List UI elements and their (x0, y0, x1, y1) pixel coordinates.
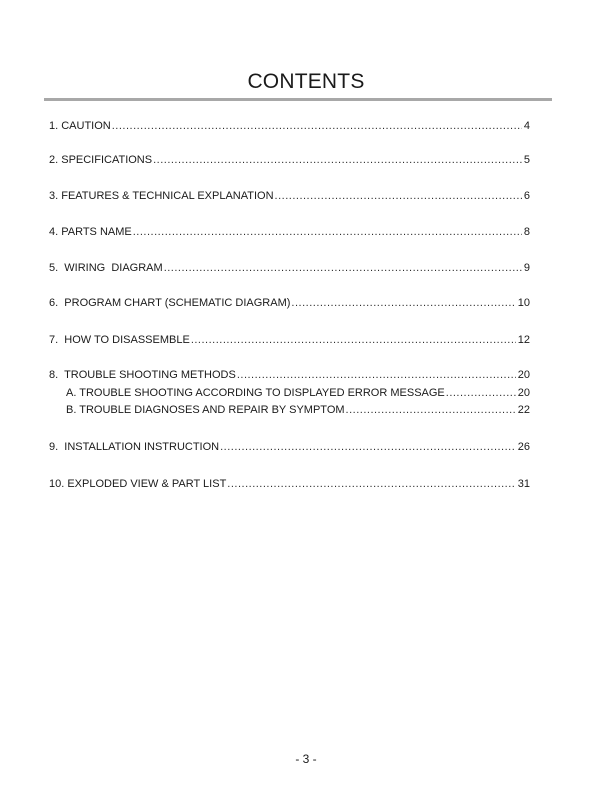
toc-entry-page: 5 (523, 154, 530, 166)
dot-leader (346, 403, 516, 417)
toc-entry-label: 3. FEATURES & TECHNICAL EXPLANATION (49, 190, 274, 202)
toc-entry-label: 1. CAUTION (49, 120, 111, 132)
toc-entry-label: 5. WIRING DIAGRAM (49, 262, 163, 274)
toc-entry-label: 9. INSTALLATION INSTRUCTION (49, 441, 220, 453)
toc-entry-page: 31 (517, 478, 530, 490)
toc-entry-wiring-diagram[interactable] (49, 261, 530, 275)
toc-entry-parts-name[interactable] (49, 225, 530, 239)
toc-entry-installation[interactable] (49, 440, 530, 454)
page-title: CONTENTS (247, 70, 365, 93)
dot-leader (164, 261, 522, 275)
dot-leader (220, 440, 516, 454)
toc-entry-label: 10. EXPLODED VIEW & PART LIST (49, 478, 227, 490)
dot-leader (237, 368, 516, 382)
toc-entry-label: A. TROUBLE SHOOTING ACCORDING TO DISPLAYED ERROR MESSAGE (66, 387, 445, 399)
toc-entry-caution[interactable] (49, 119, 530, 133)
toc-entry-page: 20 (517, 387, 530, 399)
toc-subentry-repair-by-symptom[interactable] (66, 403, 530, 417)
toc-entry-specifications[interactable] (49, 153, 530, 167)
dot-leader (191, 333, 516, 347)
toc-entry-page: 12 (517, 334, 530, 346)
title-divider (44, 98, 552, 101)
toc-entry-label: 2. SPECIFICATIONS (49, 154, 153, 166)
dot-leader (446, 386, 516, 400)
dot-leader (227, 477, 515, 491)
toc-entry-page: 22 (517, 404, 530, 416)
toc-entry-exploded-view[interactable] (49, 477, 530, 491)
dot-leader (133, 225, 522, 239)
toc-entry-label: 6. PROGRAM CHART (SCHEMATIC DIAGRAM) (49, 297, 291, 309)
toc-entry-page: 8 (523, 226, 530, 238)
toc-entry-page: 4 (523, 120, 530, 132)
toc-entry-program-chart[interactable] (49, 296, 530, 310)
toc-entry-page: 9 (523, 262, 530, 274)
toc-entry-page: 6 (523, 190, 530, 202)
toc-entry-label: 4. PARTS NAME (49, 226, 132, 238)
toc-entry-how-to-disassemble[interactable] (49, 333, 530, 347)
toc-entry-page: 10 (517, 297, 530, 309)
toc-entry-page: 20 (517, 369, 530, 381)
toc-entry-label: 8. TROUBLE SHOOTING METHODS (49, 369, 236, 381)
dot-leader (275, 189, 522, 203)
toc-subentry-error-message[interactable] (66, 386, 530, 400)
page-number: - 3 - (295, 752, 317, 766)
toc-entry-label: 7. HOW TO DISASSEMBLE (49, 334, 190, 346)
toc-entry-page: 26 (517, 441, 530, 453)
dot-leader (112, 119, 522, 133)
dot-leader (153, 153, 522, 167)
toc-entry-trouble-shooting[interactable] (49, 368, 530, 382)
dot-leader (291, 296, 515, 310)
toc-entry-label: B. TROUBLE DIAGNOSES AND REPAIR BY SYMPTOM (66, 404, 345, 416)
toc-entry-features[interactable] (49, 189, 530, 203)
